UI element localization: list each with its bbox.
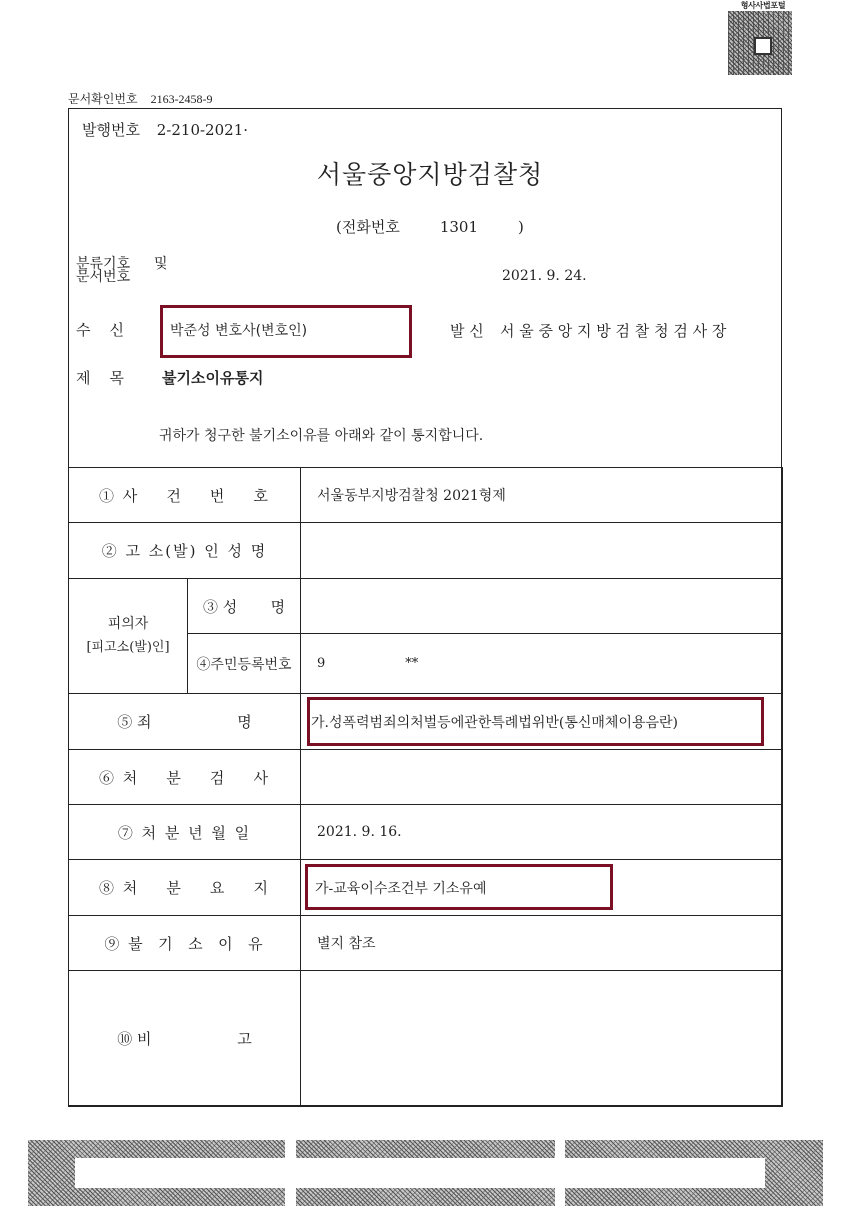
charge-value: 가.성폭력범죄의처벌등에관한특례법위반(통신매체이용음란) — [301, 694, 783, 750]
table-row-case-number — [69, 468, 783, 523]
remarks-value — [301, 971, 783, 1107]
table-row-reason — [69, 916, 783, 971]
redaction-band — [75, 1158, 765, 1188]
suspect-label-line1: 피의자 — [107, 616, 149, 632]
suspect-id-value — [301, 634, 783, 694]
suspect-id-prefix: 9 — [317, 656, 326, 671]
case-number-label: ① 사 건 번 호 — [69, 468, 301, 523]
suspect-group-label — [69, 579, 188, 694]
suspect-id-label: ④주민등록번호 — [188, 634, 301, 694]
prosecutor-label: ⑥ 처 분 검 사 — [69, 750, 301, 805]
disposition-gist-value: 가-교육이수조건부 기소유예 — [301, 860, 783, 916]
table-row-prosecutor — [69, 750, 783, 805]
phone-label: (전화번호 — [336, 218, 400, 236]
qr-finder-mark — [754, 37, 772, 55]
disposition-gist-label: ⑧ 처 분 요 지 — [69, 860, 301, 916]
notice-body-text: 귀하가 청구한 불기소이유를 아래와 같이 통지합니다. — [159, 428, 484, 444]
table-row-disposition-date — [69, 805, 783, 860]
classification-line2: 문서번호 — [76, 269, 131, 285]
phone-number: 1301 — [439, 218, 478, 236]
phone-close: ) — [518, 218, 524, 236]
suspect-id-mask: ** — [405, 656, 419, 671]
phone-line — [336, 216, 524, 237]
agency-title: 서울중앙지방검찰청 — [316, 160, 544, 189]
classification-label — [76, 256, 168, 285]
classification-and: 및 — [154, 256, 168, 272]
suspect-name-value — [301, 579, 783, 634]
sender-label: 발 신 — [450, 322, 484, 340]
complainant-label: ② 고 소(발) 인 성 명 — [69, 523, 301, 579]
table-row-suspect-name — [69, 579, 783, 634]
charge-highlight-box — [307, 697, 764, 746]
case-number-value: 서울동부지방검찰청 2021형제 — [301, 468, 783, 523]
gist-highlight-box — [305, 864, 613, 910]
recipient-value: 박준성 변호사(변호인) — [170, 323, 308, 339]
suspect-label-line2: [피고소(발)인] — [86, 640, 170, 655]
disposition-table — [68, 467, 783, 1107]
disposition-date-value: 2021. 9. 16. — [301, 805, 783, 860]
reason-label: ⑨ 불 기 소 이 유 — [69, 916, 301, 971]
disposition-date-label: ⑦ 처 분 년 월 일 — [69, 805, 301, 860]
doc-confirm-number-line — [68, 90, 213, 107]
doc-confirm-label: 문서확인번호 — [68, 92, 138, 106]
classification-line1: 분류기호 — [76, 256, 131, 272]
complainant-value — [301, 523, 783, 579]
issue-label: 발행번호 — [82, 121, 140, 139]
remarks-label: ⑩ 비 고 — [69, 971, 301, 1107]
table-row-complainant — [69, 523, 783, 579]
subject-value: 불기소이유통지 — [162, 369, 264, 387]
charge-label: ⑤ 죄 명 — [69, 694, 301, 750]
prosecutor-value — [301, 750, 783, 805]
doc-confirm-value: 2163-2458-9 — [150, 92, 213, 106]
document-date: 2021. 9. 24. — [502, 268, 587, 284]
recipient-label: 수 신 — [76, 321, 125, 339]
suspect-name-label: ③ 성 명 — [188, 579, 301, 634]
sender-value: 서 울 중 앙 지 방 검 찰 청 검 사 장 — [500, 322, 727, 340]
portal-label: 형사사법포털 — [740, 1, 786, 10]
subject-label: 제 목 — [76, 369, 125, 387]
issue-number-line — [82, 119, 248, 140]
reason-value: 별지 참조 — [301, 916, 783, 971]
issue-number: 2-210-2021· — [156, 121, 249, 139]
table-row-remarks — [69, 971, 783, 1107]
qr-code-image — [728, 11, 792, 75]
